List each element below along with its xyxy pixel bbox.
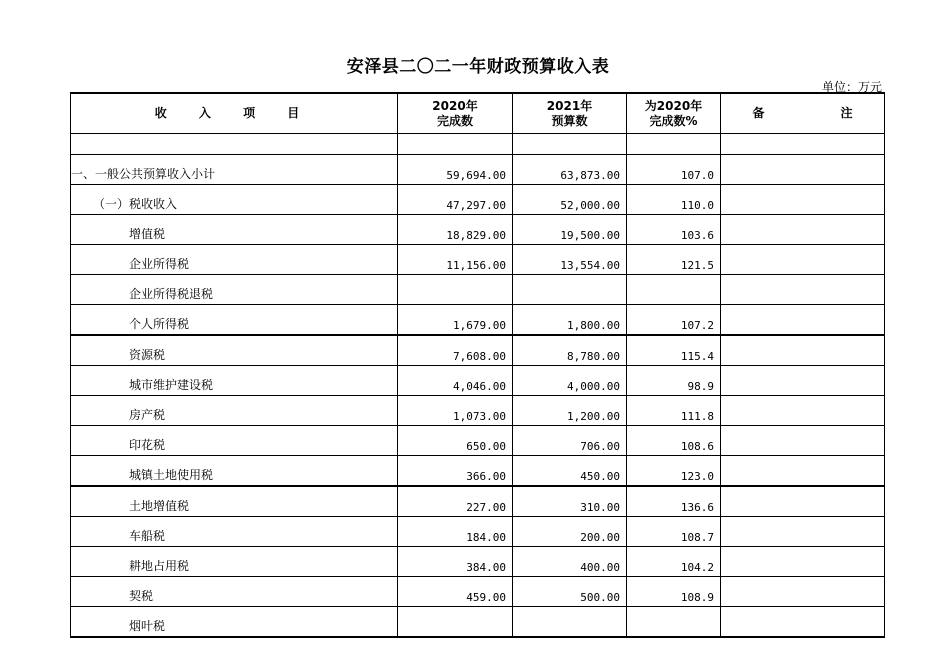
row-pct: 104.2 bbox=[627, 547, 721, 577]
header-pct: 为2020年 完成数% bbox=[627, 93, 721, 134]
table-row bbox=[71, 517, 885, 547]
row-note bbox=[721, 335, 885, 366]
row-2021: 1,800.00 bbox=[513, 305, 627, 336]
row-2020: 1,679.00 bbox=[398, 305, 513, 336]
row-pct: 108.6 bbox=[627, 426, 721, 456]
row-name: 企业所得税 bbox=[71, 245, 398, 275]
row-2020: 18,829.00 bbox=[398, 215, 513, 245]
row-note bbox=[721, 547, 885, 577]
table-row bbox=[71, 366, 885, 396]
row-2021: 13,554.00 bbox=[513, 245, 627, 275]
row-note bbox=[721, 215, 885, 245]
row-pct: 115.4 bbox=[627, 335, 721, 366]
row-2020: 47,297.00 bbox=[398, 185, 513, 215]
row-note bbox=[721, 245, 885, 275]
row-note bbox=[721, 486, 885, 517]
row-note bbox=[721, 275, 885, 305]
table-row bbox=[71, 547, 885, 577]
header-2021: 2021年 预算数 bbox=[513, 93, 627, 134]
row-pct: 107.2 bbox=[627, 305, 721, 336]
row-2021: 706.00 bbox=[513, 426, 627, 456]
row-note bbox=[721, 426, 885, 456]
row-name: 印花税 bbox=[71, 426, 398, 456]
row-2021: 310.00 bbox=[513, 486, 627, 517]
row-2020 bbox=[398, 275, 513, 305]
header-note: 备 注 bbox=[721, 93, 885, 134]
row-pct: 136.6 bbox=[627, 486, 721, 517]
row-pct: 108.9 bbox=[627, 577, 721, 607]
row-2020: 459.00 bbox=[398, 577, 513, 607]
row-name: （一）税收收入 bbox=[71, 185, 398, 215]
row-2021: 400.00 bbox=[513, 547, 627, 577]
row-name: 土地增值税 bbox=[71, 486, 398, 517]
row-name: 个人所得税 bbox=[71, 305, 398, 336]
table-row bbox=[71, 607, 885, 638]
table-row bbox=[71, 215, 885, 245]
row-name: 耕地占用税 bbox=[71, 547, 398, 577]
row-2021 bbox=[513, 275, 627, 305]
row-note bbox=[721, 607, 885, 638]
row-2020: 227.00 bbox=[398, 486, 513, 517]
row-2020: 650.00 bbox=[398, 426, 513, 456]
row-note bbox=[721, 366, 885, 396]
page-title: 安泽县二〇二一年财政预算收入表 bbox=[346, 57, 610, 77]
table-row bbox=[71, 396, 885, 426]
row-2021: 500.00 bbox=[513, 577, 627, 607]
row-2020: 7,608.00 bbox=[398, 335, 513, 366]
row-pct: 121.5 bbox=[627, 245, 721, 275]
row-note bbox=[721, 456, 885, 487]
row-note bbox=[721, 396, 885, 426]
row-2020: 11,156.00 bbox=[398, 245, 513, 275]
table-header-row bbox=[71, 93, 885, 134]
row-pct: 107.0 bbox=[627, 155, 721, 185]
row-2020: 59,694.00 bbox=[398, 155, 513, 185]
table-row bbox=[71, 245, 885, 275]
row-note bbox=[721, 305, 885, 336]
row-name: 车船税 bbox=[71, 517, 398, 547]
row-2021: 1,200.00 bbox=[513, 396, 627, 426]
table-spacer-row bbox=[71, 134, 885, 155]
row-2020 bbox=[398, 607, 513, 638]
row-note bbox=[721, 517, 885, 547]
header-item: 收 入 项 目 bbox=[71, 93, 398, 134]
row-pct: 110.0 bbox=[627, 185, 721, 215]
row-2020: 366.00 bbox=[398, 456, 513, 487]
unit-label: 单位：万元 bbox=[821, 80, 882, 94]
row-2021: 52,000.00 bbox=[513, 185, 627, 215]
row-2020: 384.00 bbox=[398, 547, 513, 577]
row-name: 烟叶税 bbox=[71, 607, 398, 638]
row-note bbox=[721, 185, 885, 215]
row-2021: 200.00 bbox=[513, 517, 627, 547]
row-note bbox=[721, 577, 885, 607]
row-pct: 111.8 bbox=[627, 396, 721, 426]
table-row bbox=[71, 577, 885, 607]
row-pct bbox=[627, 275, 721, 305]
row-name: 一、一般公共预算收入小计 bbox=[71, 155, 398, 185]
row-name: 房产税 bbox=[71, 396, 398, 426]
table-row bbox=[71, 335, 885, 366]
row-name: 增值税 bbox=[71, 215, 398, 245]
row-pct: 108.7 bbox=[627, 517, 721, 547]
row-pct: 103.6 bbox=[627, 215, 721, 245]
row-name: 城镇土地使用税 bbox=[71, 456, 398, 487]
row-pct bbox=[627, 607, 721, 638]
row-name: 契税 bbox=[71, 577, 398, 607]
revenue-table bbox=[70, 92, 885, 638]
row-2021 bbox=[513, 607, 627, 638]
row-name: 城市维护建设税 bbox=[71, 366, 398, 396]
table-row bbox=[71, 185, 885, 215]
row-name: 资源税 bbox=[71, 335, 398, 366]
table-row bbox=[71, 456, 885, 487]
table-row bbox=[71, 275, 885, 305]
row-note bbox=[721, 155, 885, 185]
row-2021: 8,780.00 bbox=[513, 335, 627, 366]
table-row bbox=[71, 426, 885, 456]
row-name: 企业所得税退税 bbox=[71, 275, 398, 305]
row-pct: 123.0 bbox=[627, 456, 721, 487]
row-2021: 63,873.00 bbox=[513, 155, 627, 185]
row-2021: 19,500.00 bbox=[513, 215, 627, 245]
row-2020: 184.00 bbox=[398, 517, 513, 547]
row-2021: 4,000.00 bbox=[513, 366, 627, 396]
row-2021: 450.00 bbox=[513, 456, 627, 487]
row-2020: 4,046.00 bbox=[398, 366, 513, 396]
table-row bbox=[71, 486, 885, 517]
row-2020: 1,073.00 bbox=[398, 396, 513, 426]
row-pct: 98.9 bbox=[627, 366, 721, 396]
header-2020: 2020年 完成数 bbox=[398, 93, 513, 134]
table-row bbox=[71, 155, 885, 185]
table-row bbox=[71, 305, 885, 336]
